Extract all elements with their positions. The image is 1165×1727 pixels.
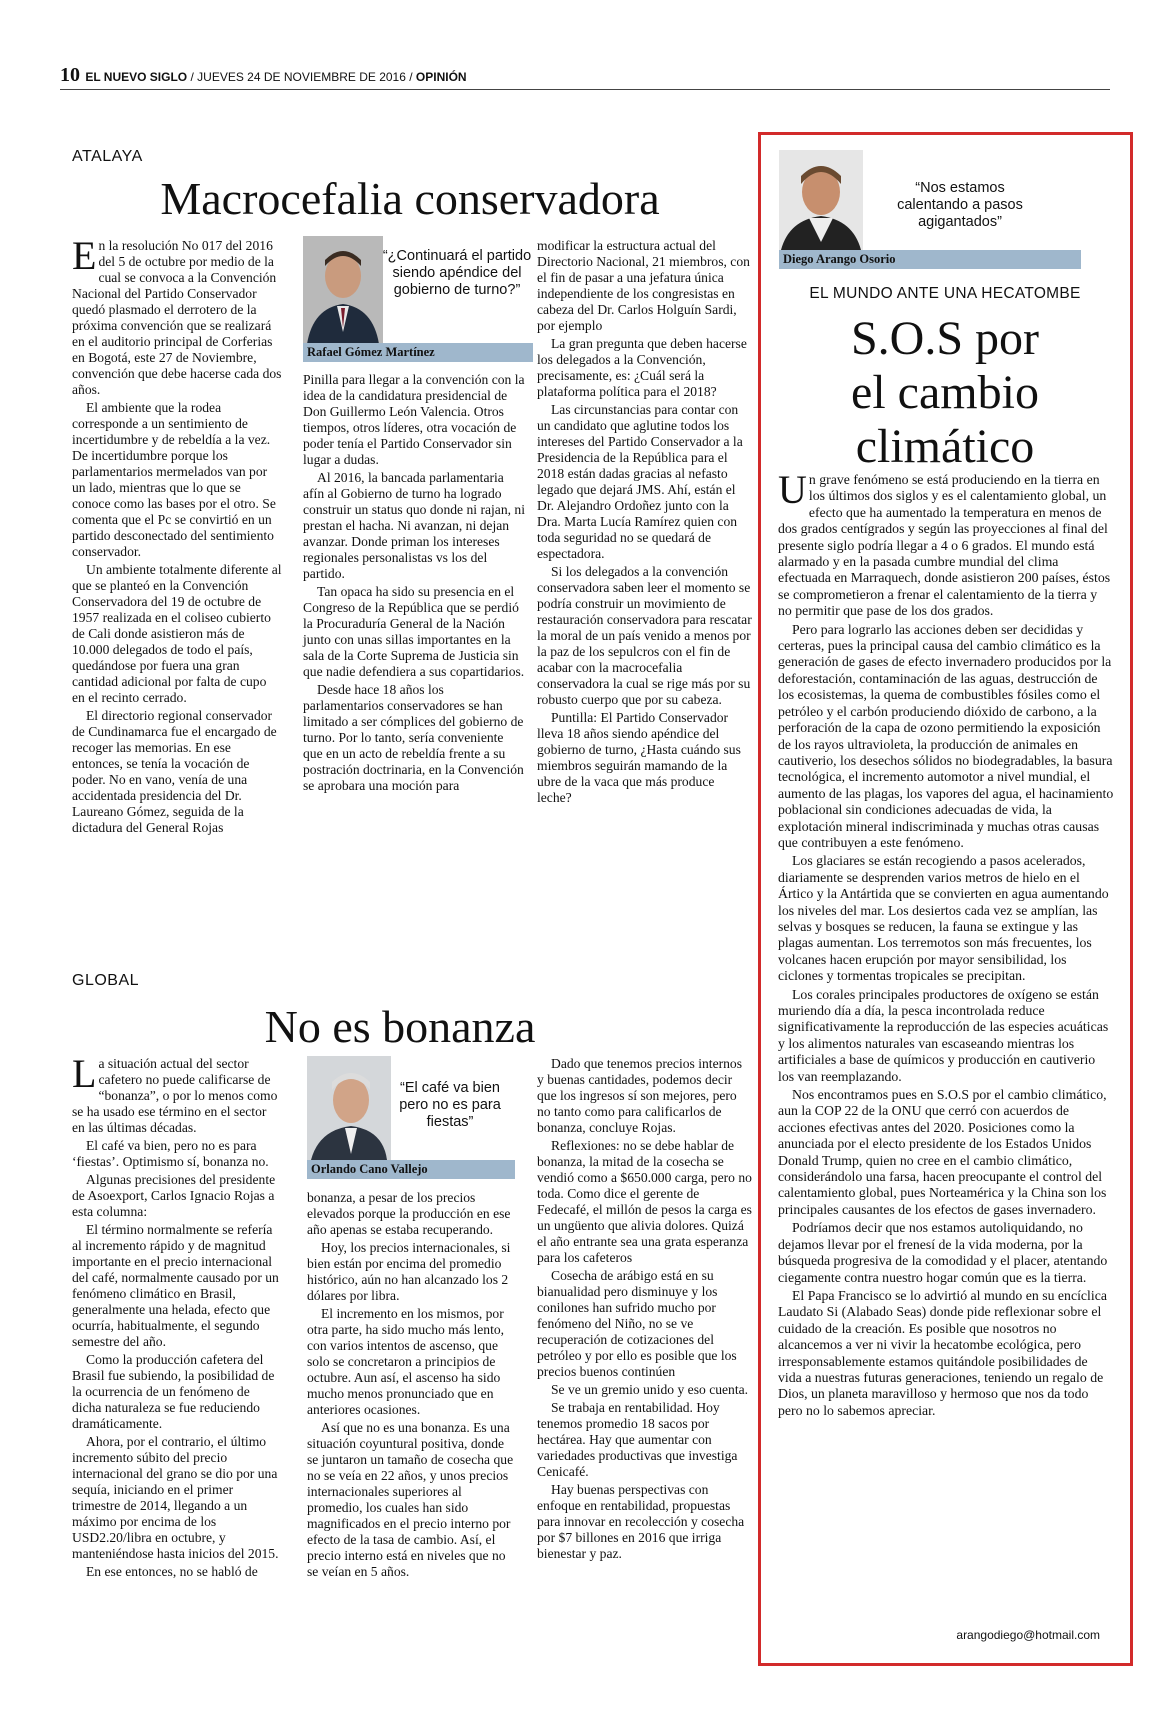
paragraph: [72, 233, 282, 398]
article3-title-line-3: climático: [855, 420, 1035, 473]
paragraph: [537, 238, 752, 334]
article3-pull-quote: “Nos estamos calentando a pasos agigantados”: [897, 180, 1023, 230]
paragraph-text: Pinilla para llegar a la convención con la idea de la candidatura presidencial de Don Guillermo León Valencia. Otros tiempos, otros líderes, otra vocación de poder tenía el Partido Conservador sin lugar a dudas.: [303, 372, 525, 467]
paragraph: [72, 562, 282, 706]
paragraph-text: n la resolución No 017 del 2016 del 5 de octubre por medio de la cual se convoca a la Convención Nacional del Partido Conservador quedó plasmado el derrotero de la próxima convención que se realizará en el auditorio principal de Corferias en Bogotá, este 27 de Noviembre, convención que debe hacerse cada dos años.: [72, 238, 282, 397]
article1-column3: [537, 238, 752, 808]
paragraph: [537, 1268, 752, 1380]
paragraph: [537, 1382, 752, 1398]
paragraph-text: El ambiente que la rodea corresponde a un sentimiento de incertidumbre y de rebeldía a la vez. De incertidumbre porque los parlamentarios mermelados van por un lado, mientras que lo que se conoce como las bases por el otro. Se comenta que el Pc se convirtió en un partido desconectado del sentimiento conservador.: [72, 400, 276, 559]
paragraph: [307, 1240, 517, 1304]
article3-title-line-1: S.O.S por: [850, 312, 1040, 365]
article1-pull-quote: “¿Continuará el partido siendo apéndice del gobierno de turno?”: [382, 248, 532, 298]
article2-column1: [72, 1051, 282, 1582]
page-number: 10: [60, 64, 80, 86]
paragraph-text: Se ve un gremio unido y eso cuenta.: [551, 1382, 749, 1397]
paragraph-text: Tan opaca ha sido su presencia en el Congreso de la República que se perdió la Procuraduría General de la Nación junto con unas sillas importantes en la sala de la Corte Suprema de Justicia sin que nadie defendiera a sus copartidarios.: [303, 584, 525, 679]
author-photo-orlando: [307, 1056, 391, 1160]
paragraph-text: Algunas precisiones del presidente de Asoexport, Carlos Ignacio Rojas a esta columna:: [72, 1172, 276, 1219]
paragraph-text: Hay buenas perspectivas con enfoque en rentabilidad, propuestas para innovar en recolección y cosecha por $7 billones en 2016 que irriga bienestar y paz.: [537, 1482, 745, 1561]
author-photo-icon: [307, 1056, 391, 1160]
paragraph: [303, 372, 525, 468]
paragraph: [778, 853, 1114, 984]
article3-kicker: EL MUNDO ANTE UNA HECATOMBE: [809, 285, 1081, 302]
publication-date: / JUEVES 24 DE NOVIEMBRE DE 2016 /: [190, 70, 413, 84]
paragraph: [778, 622, 1114, 852]
paragraph: [778, 1087, 1114, 1218]
section-label-atalaya: ATALAYA: [72, 148, 143, 165]
author-byline-diego: Diego Arango Osorio: [779, 250, 1081, 269]
paragraph-text: Los corales principales productores de oxígeno se están muriendo día a día, la pesca incontrolada reduce significativamente la reproducción de las especies acuáticas y los alimentos naturales van escaseando mientras los artificiales a base de químicos y producción en cautiverio los van reemplazando.: [778, 986, 1109, 1084]
article-title-no-es-bonanza: No es bonanza: [264, 1001, 536, 1052]
page-header: [60, 64, 1110, 88]
paragraph-text: Se trabaja en rentabilidad. Hoy tenemos promedio 18 sacos por hectárea. Hay que aumentar con variedades productivas que investiga Cenicafé.: [537, 1400, 738, 1479]
paragraph: [537, 1482, 752, 1562]
article2-column2: [307, 1190, 517, 1582]
author-photo-diego: [779, 150, 863, 250]
paragraph-text: Podríamos decir que nos estamos autoliquidando, no dejamos llevar por el frenesí de la vida moderna, por la búsqueda progresiva de la comodidad y el placer, atentando ciegamente contra nuestro hogar común que es la tierra.: [778, 1220, 1108, 1285]
header-rule: [60, 89, 1110, 90]
paragraph-text: Dado que tenemos precios internos y buenas cantidades, podemos decir que los ingresos sí son mejores, pero no tanto como para calificarlos de bonanza, concluye Rojas.: [537, 1056, 743, 1135]
paragraph: [303, 682, 525, 794]
paragraph: [778, 1288, 1114, 1419]
paragraph: [778, 467, 1114, 620]
paragraph: [72, 1352, 282, 1432]
paragraph-text: bonanza, a pesar de los precios elevados porque la producción en ese año apenas se estaba recuperando.: [307, 1190, 511, 1237]
drop-cap: U: [778, 467, 807, 512]
paragraph-text: Puntilla: El Partido Conservador lleva 18 años siendo apéndice del gobierno de turno, ¿Hasta cuándo sus miembros seguirán mamando de la ubre de la vaca que más produce leche?: [537, 710, 741, 805]
article3-title: [770, 312, 1120, 474]
article-title-macrocefalia: Macrocefalia conservadora: [160, 173, 660, 224]
paragraph-text: a situación actual del sector cafetero no puede calificarse de “bonanza”, o por lo menos como se ha usado ese término en el sector en las últimas décadas.: [72, 1056, 278, 1135]
paragraph: [307, 1420, 517, 1580]
article2-pull-quote: “El café va bien pero no es para fiestas”: [399, 1080, 501, 1130]
paragraph: [72, 1051, 282, 1136]
paragraph-text: Desde hace 18 años los parlamentarios conservadores se han limitado a ser cómplices del gobierno de turno. Por lo tanto, sería conveniente que en un acto de rebeldía frente a su postración doctrinaria, en la Convención se aprobara una moción para: [303, 682, 524, 793]
paragraph: [537, 1056, 752, 1136]
article3-title-line-2: el cambio: [851, 366, 1039, 419]
paragraph-text: El término normalmente se refería al incremento rápido y de magnitud importante en el precio internacional del café, normalmente causado por un fenómeno climático en Brasil, generalmente una helada, efecto que ocurría, habitualmente, el segundo semestre del año.: [72, 1222, 279, 1349]
paragraph-text: Reflexiones: no se debe hablar de bonanza, la mitad de la cosecha se vendió como a $650.000 carga, pero no toda. Como dice el gerente de Fedecafé, el millón de pesos la carga es un ungüento que alivia dolores. Quizá el año entrante sea una grata esperanza para los cafeteros: [537, 1138, 752, 1265]
author-photo-icon: [779, 150, 863, 250]
paragraph: [537, 564, 752, 708]
article1-column2: [303, 372, 525, 796]
paragraph: [72, 1172, 282, 1220]
author-byline-rafael: Rafael Gómez Martínez: [303, 343, 533, 362]
author-photo-rafael: [303, 236, 383, 344]
paragraph-text: n grave fenómeno se está produciendo en la tierra en los últimos dos siglos y es el calentamiento global, un efecto que ha aumentado la temperatura en menos de dos grados centígrados y según las proyecciones al final del presente siglo podría llegar a 4 o 6 grados. El mundo está alarmado y en la pasada cumbre mundial del clima efectuada en Marraquech, donde asistieron 200 países, éstos se comprometieron a frenar el calentamiento de la tierra y no permitir que pase de los dos grados.: [778, 472, 1111, 619]
paragraph-text: Ahora, por el contrario, el último incremento súbito del precio internacional del grano se dio por una sequía, iniciando en el primer trimestre de 2014, llegando a un máximo por encima de los USD2.20/libra en octubre, y manteniéndose hasta inicios del 2015.: [72, 1434, 279, 1561]
paragraph-text: Nos encontramos pues en S.O.S por el cambio climático, aun la COP 22 de la ONU que cerró con acuerdos de acciones efectivas antes del 2020. Posiciones como la anunciada por el electo presidente de los Estados Unidos Donald Trump, quien no cree en el cambio climático, considerándolo una farsa, hacen preocupante el control del calentamiento global, pues Norteamérica y la China son los principales causantes de los efectos de gases invernadero.: [778, 1087, 1107, 1217]
paragraph-text: Los glaciares se están recogiendo a pasos acelerados, diariamente se desprenden varios metros de hielo en el Ártico y la Antártida que se convierten en agua aumentando los niveles del mar. Los desiertos cada vez se amplían, las selvas y bosques se reducen, la fauna se extingue y las plagas aumentan. Los terremotos son más frecuentes, los volcanes hacen erupción por mayor sensibilidad, los ciclones y tormentas tropicales se precipitan.: [778, 853, 1109, 984]
paragraph-text: Si los delegados a la convención conservadora saben leer el momento se podría construir un movimiento de restauración conservadora para rescatar la moral de un país venido a menos por la paz de los sepulcros con el fin de acabar con la macrocefalia conservadora la cual se rige más por su robusto cuerpo que por su cabeza.: [537, 564, 752, 707]
paragraph-text: Al 2016, la bancada parlamentaria afín al Gobierno de turno ha logrado construir un status quo donde ni rajan, ni prestan el hacha. Ni avanzan, ni dejan avanzar. Donde priman los intereses regionales personalistas vs los del partido.: [303, 470, 525, 581]
paragraph: [537, 1138, 752, 1266]
paragraph: [537, 1400, 752, 1480]
paragraph-text: Pero para lograrlo las acciones deben ser decididas y certeras, pues la principal causa del cambio climático es la generación de gases de efecto invernadero producidos por la deforestación, contaminación de las aguas, destrucción de los ecosistemas, la quema de combustibles fósiles como el petróleo y el carbón produciendo dióxido de carbono, a la perforación de la capa de ozono permitiendo la exposición de los rayos ultravioleta, la producción de animales en cautiverio, los desechos sólidos no biodegradables, la basura tecnológica, el incremento automotor a nivel mundial, el aumento de las plagas, los vapores del agua, el hacinamiento poblacional sin condiciones adecuadas de vida, la explotación mineral indiscriminada y muchas otras causas que contribuyen a este fenómeno.: [778, 621, 1114, 850]
paragraph-text: En ese entonces, no se habló de: [86, 1564, 258, 1579]
article2-column3: [537, 1056, 752, 1564]
paragraph-text: El incremento en los mismos, por otra parte, ha sido mucho más lento, con varios intentos de ascenso, que solo se concretaron a principios de octubre. Aun así, el ascenso ha sido mucho menos pronunciado que en anteriores ocasiones.: [307, 1306, 505, 1417]
paragraph: [537, 336, 752, 400]
paragraph-text: Así que no es una bonanza. Es una situación coyuntural positiva, donde se juntaron un tamaño de cosecha que no se veía en 22 años, y unos precios internacionales superiores al promedio, los cuales han sido magnificados en el precio interno por efecto de la tasa de cambio. Así, el precio interno está en niveles que no se veían en 5 años.: [307, 1420, 514, 1579]
paragraph-text: Las circunstancias para contar con un candidato que aglutine todos los intereses del Partido Conservador a la Presidencia de la República para el 2018 están dadas gracias al nefasto legado que dejará JMS. Ahí, están el Dr. Alejandro Ordoñez junto con la Dra. Marta Lucía Ramírez quien con toda seguridad no se quedará de espectadora.: [537, 402, 743, 561]
article3-body: [778, 467, 1114, 1421]
paragraph: [72, 400, 282, 560]
paragraph-text: Hoy, los precios internacionales, si bien están por encima del promedio histórico, aún no han alcanzado los 2 dólares por libra.: [307, 1240, 511, 1303]
paragraph-text: modificar la estructura actual del Directorio Nacional, 21 miembros, con el fin de pasar a una jefatura única independiente de los congresistas en cabeza del Dr. Carlos Holguín Sardi, por ejemplo: [537, 238, 750, 333]
paragraph: [778, 1220, 1114, 1286]
paragraph: [72, 1434, 282, 1562]
paragraph: [303, 584, 525, 680]
paragraph: [72, 1564, 282, 1580]
paragraph: [72, 1222, 282, 1350]
paragraph: [72, 708, 282, 836]
section-name: OPINIÓN: [415, 70, 467, 84]
drop-cap: E: [72, 233, 97, 278]
paragraph: [537, 402, 752, 562]
paragraph: [307, 1306, 517, 1418]
paragraph: [307, 1190, 517, 1238]
paragraph-text: Un ambiente totalmente diferente al que se planteó en la Convención Conservadora del 19 de octubre de 1957 realizada en el coliseo cubierto de Cali donde asistieron más de 10.000 delegados de todo el país, quedándose por fuera una gran cantidad adicional por falta de cupo en el recinto cerrado.: [72, 562, 282, 705]
paragraph: [72, 1138, 282, 1170]
article1-column1: [72, 233, 282, 838]
author-photo-icon: [303, 236, 383, 344]
publication-name: EL NUEVO SIGLO: [85, 70, 188, 84]
paragraph-text: El Papa Francisco se lo advirtió al mundo en su encíclica Laudato Si (Alabado Seas) donde pide reflexionar sobre el cuidado de la creación. Es posible que nosotros no alcancemos a ver ni vivir la hecatombe ecológica, pero irresponsablemente estamos quitándole posibilidades de vida a nuestras futuras generaciones, teniendo un regalo de Dios, un planeta maravilloso y hermoso que nos da todo pero no lo sabemos apreciar.: [778, 1287, 1107, 1418]
author-byline-orlando: Orlando Cano Vallejo: [307, 1160, 515, 1179]
section-label-global: GLOBAL: [72, 972, 140, 989]
paragraph: [537, 710, 752, 806]
paragraph-text: La gran pregunta que deben hacerse los delegados a la Convención, precisamente, es: ¿Cuál será la plataforma política para el 2018?: [537, 336, 747, 399]
paragraph: [778, 987, 1114, 1085]
paragraph-text: El café va bien, pero no es para ‘fiestas’. Optimismo sí, bonanza no.: [72, 1138, 269, 1169]
paragraph-text: Como la producción cafetera del Brasil fue subiendo, la posibilidad de la ocurrencia de un fenómeno de dicha naturaleza se fue reduciendo dramáticamente.: [72, 1352, 275, 1431]
paragraph-text: Cosecha de arábigo está en su bianualidad pero disminuye y los conilones han sufrido mucho por fenómeno del Niño, no se ve recuperación de cotizaciones del petróleo y por ello es posible que los precios buenos continúen: [537, 1268, 737, 1379]
paragraph: [303, 470, 525, 582]
drop-cap: L: [72, 1051, 97, 1096]
paragraph-text: El directorio regional conservador de Cundinamarca fue el encargado de recoger las memorias. En ese entonces, se tenía la vocación de poder. No en vano, venía de una accidentada presidencia del Dr. Laureano Gómez, seguida de la dictadura del General Rojas: [72, 708, 277, 835]
author-email: arangodiego@hotmail.com: [956, 1628, 1100, 1642]
